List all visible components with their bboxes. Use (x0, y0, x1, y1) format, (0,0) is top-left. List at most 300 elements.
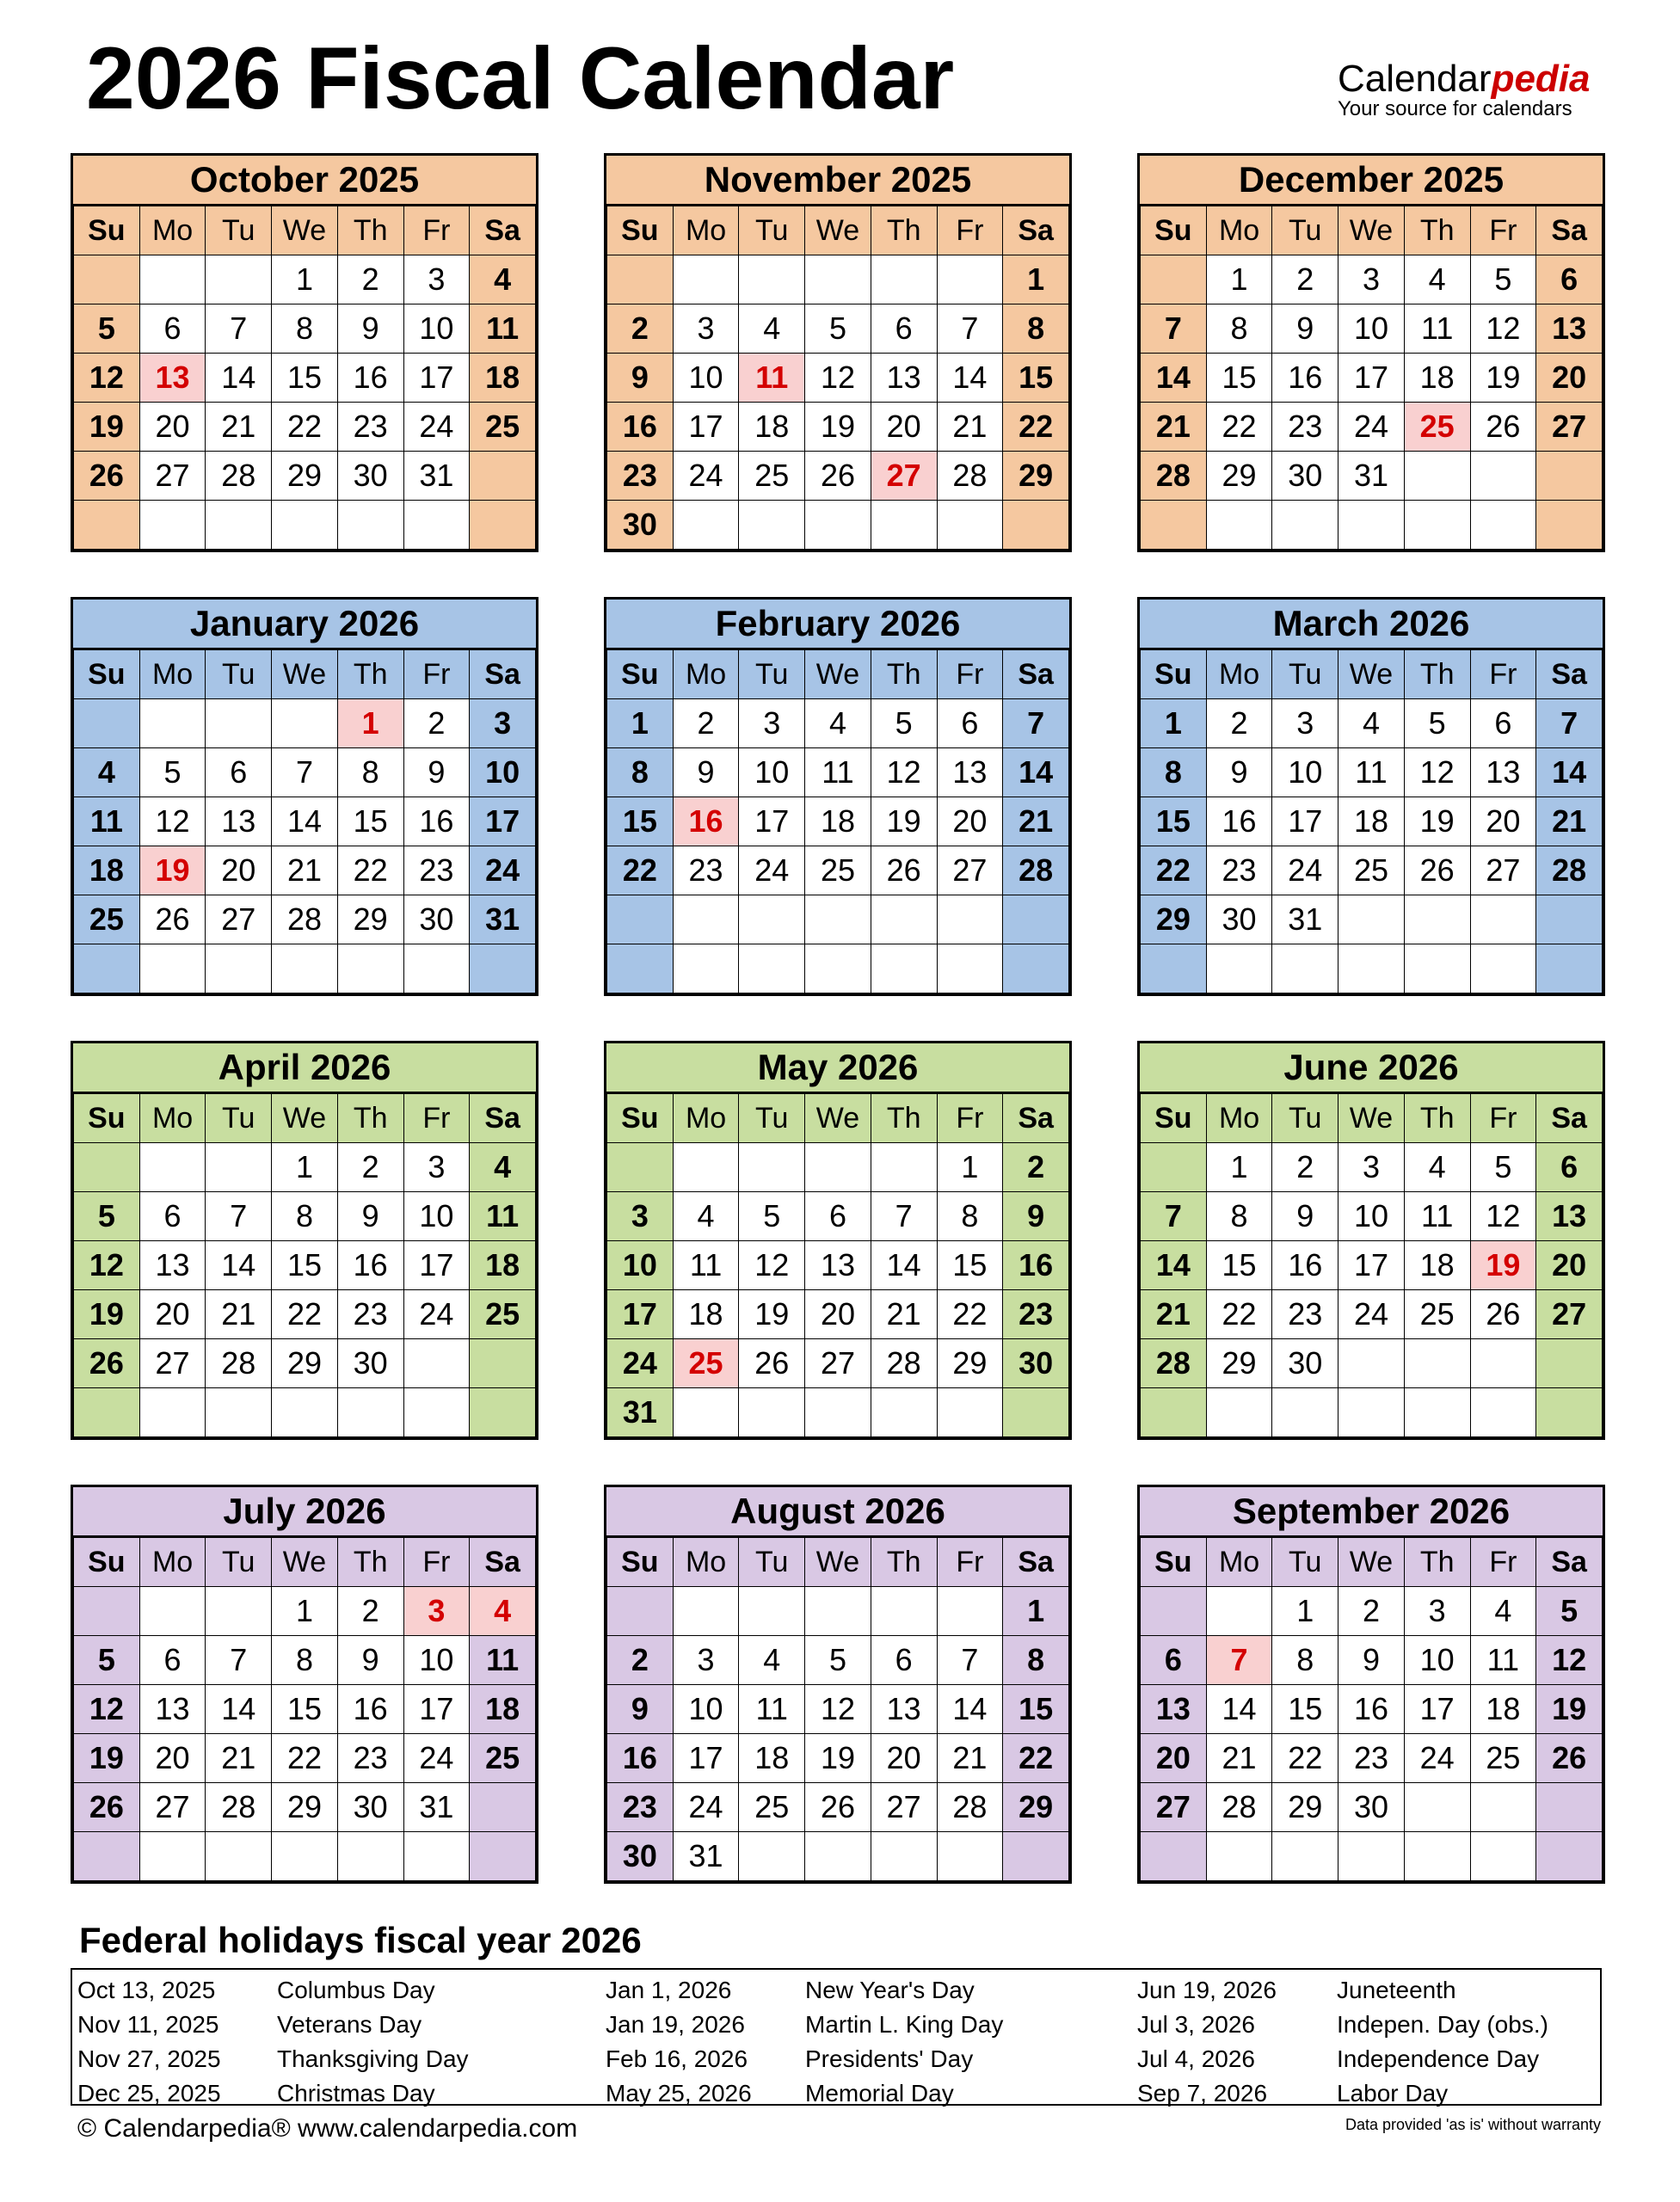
weekday-header: Mo (139, 206, 206, 255)
empty-day-cell (1470, 452, 1536, 501)
day-cell: 18 (805, 797, 871, 846)
holiday-date: Sep 7, 2026 (1137, 2080, 1268, 2107)
empty-day-cell (805, 895, 871, 944)
empty-day-cell (1404, 1832, 1470, 1881)
day-cell: 9 (1272, 1192, 1338, 1241)
day-cell: 25 (805, 846, 871, 895)
day-cell: 28 (1003, 846, 1069, 895)
day-cell: 12 (871, 748, 937, 797)
empty-day-cell (1404, 1388, 1470, 1437)
day-cell: 6 (805, 1192, 871, 1241)
day-cell: 2 (1272, 255, 1338, 304)
day-cell: 7 (1003, 699, 1069, 748)
day-cell: 30 (1272, 452, 1338, 501)
holiday-date: Nov 27, 2025 (77, 2045, 221, 2072)
day-cell: 9 (403, 748, 470, 797)
empty-day-cell (272, 1388, 338, 1437)
day-cell: 9 (337, 1192, 403, 1241)
empty-day-cell (74, 1587, 140, 1636)
empty-day-cell (337, 501, 403, 550)
day-cell: 10 (1338, 304, 1405, 354)
weekday-header: Th (1404, 650, 1470, 699)
day-cell: 16 (607, 1734, 674, 1783)
holiday-name: Indepen. Day (obs.) (1337, 2011, 1548, 2038)
day-cell: 1 (1003, 255, 1069, 304)
empty-day-cell (1404, 895, 1470, 944)
weekday-header: Sa (470, 206, 536, 255)
empty-day-cell (937, 944, 1003, 993)
day-cell: 23 (1338, 1734, 1405, 1783)
day-cell: 2 (1338, 1587, 1405, 1636)
day-cell: 1 (1206, 255, 1272, 304)
empty-day-cell (1003, 501, 1069, 550)
day-cell: 21 (206, 403, 272, 452)
weekday-header: Tu (206, 1094, 272, 1143)
weekday-header: Th (337, 206, 403, 255)
day-cell: 9 (607, 354, 674, 403)
empty-day-cell (1338, 1388, 1405, 1437)
day-cell: 13 (805, 1241, 871, 1290)
day-cell: 13 (1536, 1192, 1603, 1241)
day-cell: 13 (206, 797, 272, 846)
day-cell: 21 (871, 1290, 937, 1339)
empty-day-cell (206, 1143, 272, 1192)
holiday-date: Dec 25, 2025 (77, 2080, 221, 2107)
day-cell: 2 (1003, 1143, 1069, 1192)
day-cell: 16 (607, 403, 674, 452)
day-cell: 7 (1141, 304, 1207, 354)
empty-day-cell (139, 699, 206, 748)
weekday-header: Tu (206, 1538, 272, 1587)
month-title: September 2026 (1140, 1487, 1603, 1537)
empty-day-cell (805, 1587, 871, 1636)
empty-day-cell (206, 255, 272, 304)
weekday-header: Tu (206, 206, 272, 255)
day-cell: 5 (1536, 1587, 1603, 1636)
logo-tagline: Your source for calendars (1338, 97, 1572, 120)
footer-copyright: © Calendarpedia® www.calendarpedia.com (77, 2114, 578, 2143)
empty-day-cell (871, 1832, 937, 1881)
empty-day-cell (871, 1388, 937, 1437)
holidays-table (71, 1968, 1602, 2106)
weekday-header: Mo (139, 1094, 206, 1143)
empty-day-cell (673, 1587, 739, 1636)
day-cell: 23 (607, 452, 674, 501)
empty-day-cell (937, 255, 1003, 304)
weekday-header: Tu (1272, 1538, 1338, 1587)
empty-day-cell (74, 1388, 140, 1437)
day-cell: 16 (1206, 797, 1272, 846)
weekday-header: Su (607, 206, 674, 255)
empty-day-cell (739, 255, 805, 304)
weekday-header: Tu (206, 650, 272, 699)
weekday-header: Mo (1206, 1094, 1272, 1143)
empty-day-cell (673, 501, 739, 550)
empty-day-cell (1141, 1388, 1207, 1437)
weekday-header: Su (1141, 650, 1207, 699)
weekday-header: Th (871, 650, 937, 699)
holiday-name: Presidents' Day (805, 2045, 974, 2072)
empty-day-cell (1404, 501, 1470, 550)
weekday-header: Tu (739, 650, 805, 699)
empty-day-cell (470, 1832, 536, 1881)
day-cell: 23 (1003, 1290, 1069, 1339)
empty-day-cell (206, 501, 272, 550)
weekday-header: Sa (1536, 650, 1603, 699)
empty-day-cell (1272, 1832, 1338, 1881)
empty-day-cell (139, 1832, 206, 1881)
empty-day-cell (607, 895, 674, 944)
day-cell: 17 (1338, 1241, 1405, 1290)
empty-day-cell (607, 944, 674, 993)
day-cell: 20 (871, 403, 937, 452)
empty-day-cell (871, 501, 937, 550)
day-cell: 6 (1141, 1636, 1207, 1685)
empty-day-cell (139, 501, 206, 550)
day-cell: 17 (403, 1241, 470, 1290)
day-cell: 17 (1272, 797, 1338, 846)
day-cell: 11 (739, 1685, 805, 1734)
day-cell: 7 (206, 1636, 272, 1685)
day-cell: 6 (937, 699, 1003, 748)
day-cell: 11 (470, 1636, 536, 1685)
day-cell: 11 (470, 304, 536, 354)
day-cell: 29 (937, 1339, 1003, 1388)
holiday-day-cell: 13 (139, 354, 206, 403)
day-cell: 17 (403, 1685, 470, 1734)
holiday-name: Thanksgiving Day (277, 2045, 469, 2072)
day-cell: 19 (74, 1290, 140, 1339)
weekday-header: Th (1404, 1094, 1470, 1143)
day-cell: 2 (403, 699, 470, 748)
weekday-header: Tu (739, 1538, 805, 1587)
weekday-header: Sa (1003, 650, 1069, 699)
empty-day-cell (805, 1832, 871, 1881)
day-cell: 29 (1206, 1339, 1272, 1388)
day-cell: 10 (403, 1636, 470, 1685)
day-cell: 17 (673, 403, 739, 452)
weekday-header: Su (607, 1538, 674, 1587)
month-days-table (606, 649, 1069, 993)
day-cell: 8 (1206, 304, 1272, 354)
day-cell: 14 (937, 354, 1003, 403)
footer-disclaimer: Data provided 'as is' without warranty (1345, 2116, 1601, 2133)
weekday-header: We (805, 206, 871, 255)
day-cell: 30 (607, 1832, 674, 1881)
day-cell: 22 (1003, 1734, 1069, 1783)
day-cell: 10 (1404, 1636, 1470, 1685)
empty-day-cell (403, 1832, 470, 1881)
day-cell: 28 (937, 1783, 1003, 1832)
empty-day-cell (74, 944, 140, 993)
day-cell: 6 (1470, 699, 1536, 748)
day-cell: 27 (871, 1783, 937, 1832)
empty-day-cell (607, 255, 674, 304)
day-cell: 8 (1272, 1636, 1338, 1685)
day-cell: 16 (337, 354, 403, 403)
day-cell: 30 (1003, 1339, 1069, 1388)
empty-day-cell (1536, 895, 1603, 944)
day-cell: 25 (470, 403, 536, 452)
day-cell: 4 (470, 1143, 536, 1192)
day-cell: 19 (74, 1734, 140, 1783)
day-cell: 6 (139, 304, 206, 354)
month-calendar (71, 1485, 538, 1884)
weekday-header: Fr (403, 1094, 470, 1143)
empty-day-cell (1206, 1388, 1272, 1437)
weekday-header: Tu (1272, 650, 1338, 699)
empty-day-cell (739, 1587, 805, 1636)
day-cell: 10 (1338, 1192, 1405, 1241)
day-cell: 25 (470, 1290, 536, 1339)
day-cell: 28 (937, 452, 1003, 501)
calendarpedia-logo[interactable] (1338, 60, 1613, 120)
day-cell: 13 (1141, 1685, 1207, 1734)
weekday-header: Su (74, 1094, 140, 1143)
day-cell: 21 (1141, 403, 1207, 452)
empty-day-cell (871, 1587, 937, 1636)
day-cell: 14 (1141, 1241, 1207, 1290)
day-cell: 8 (607, 748, 674, 797)
day-cell: 29 (272, 1783, 338, 1832)
day-cell: 16 (337, 1241, 403, 1290)
day-cell: 12 (74, 1241, 140, 1290)
empty-day-cell (139, 944, 206, 993)
day-cell: 8 (272, 1192, 338, 1241)
empty-day-cell (403, 501, 470, 550)
day-cell: 4 (805, 699, 871, 748)
empty-day-cell (805, 1143, 871, 1192)
weekday-header: Fr (1470, 1538, 1536, 1587)
day-cell: 15 (1141, 797, 1207, 846)
day-cell: 5 (139, 748, 206, 797)
day-cell: 17 (470, 797, 536, 846)
day-cell: 19 (1470, 354, 1536, 403)
day-cell: 4 (1470, 1587, 1536, 1636)
empty-day-cell (739, 501, 805, 550)
day-cell: 15 (1206, 1241, 1272, 1290)
month-calendar (604, 153, 1072, 552)
weekday-header: Fr (937, 1094, 1003, 1143)
day-cell: 24 (673, 452, 739, 501)
day-cell: 17 (673, 1734, 739, 1783)
day-cell: 19 (1536, 1685, 1603, 1734)
day-cell: 31 (1338, 452, 1405, 501)
day-cell: 12 (1536, 1636, 1603, 1685)
day-cell: 5 (805, 1636, 871, 1685)
day-cell: 11 (1404, 304, 1470, 354)
empty-day-cell (871, 255, 937, 304)
day-cell: 18 (470, 354, 536, 403)
month-calendar (71, 153, 538, 552)
month-calendar (604, 1041, 1072, 1440)
month-title: July 2026 (73, 1487, 536, 1537)
empty-day-cell (272, 501, 338, 550)
holiday-name: Labor Day (1337, 2080, 1449, 2107)
day-cell: 6 (1536, 1143, 1603, 1192)
day-cell: 15 (272, 1241, 338, 1290)
day-cell: 26 (1470, 1290, 1536, 1339)
day-cell: 5 (805, 304, 871, 354)
day-cell: 2 (673, 699, 739, 748)
empty-day-cell (1470, 1783, 1536, 1832)
weekday-header: Sa (1536, 1094, 1603, 1143)
month-days-table (1140, 206, 1603, 550)
empty-day-cell (74, 255, 140, 304)
day-cell: 20 (805, 1290, 871, 1339)
day-cell: 31 (403, 1783, 470, 1832)
empty-day-cell (272, 699, 338, 748)
day-cell: 29 (337, 895, 403, 944)
empty-day-cell (337, 1832, 403, 1881)
empty-day-cell (607, 1143, 674, 1192)
day-cell: 30 (403, 895, 470, 944)
day-cell: 30 (337, 1339, 403, 1388)
day-cell: 12 (805, 1685, 871, 1734)
day-cell: 21 (1536, 797, 1603, 846)
weekday-header: Mo (673, 650, 739, 699)
holiday-day-cell: 3 (403, 1587, 470, 1636)
day-cell: 6 (139, 1192, 206, 1241)
day-cell: 5 (1404, 699, 1470, 748)
day-cell: 1 (272, 255, 338, 304)
day-cell: 23 (1272, 1290, 1338, 1339)
day-cell: 16 (1003, 1241, 1069, 1290)
empty-day-cell (607, 1587, 674, 1636)
day-cell: 14 (206, 1685, 272, 1734)
day-cell: 22 (1206, 403, 1272, 452)
day-cell: 19 (74, 403, 140, 452)
day-cell: 15 (337, 797, 403, 846)
day-cell: 7 (206, 1192, 272, 1241)
day-cell: 22 (272, 403, 338, 452)
day-cell: 29 (1272, 1783, 1338, 1832)
day-cell: 31 (403, 452, 470, 501)
empty-day-cell (871, 895, 937, 944)
day-cell: 27 (1536, 1290, 1603, 1339)
month-title: June 2026 (1140, 1043, 1603, 1093)
empty-day-cell (74, 1143, 140, 1192)
empty-day-cell (1003, 895, 1069, 944)
day-cell: 16 (1272, 1241, 1338, 1290)
day-cell: 1 (272, 1587, 338, 1636)
empty-day-cell (1470, 501, 1536, 550)
day-cell: 17 (403, 354, 470, 403)
day-cell: 20 (139, 1290, 206, 1339)
empty-day-cell (206, 699, 272, 748)
day-cell: 24 (1404, 1734, 1470, 1783)
month-title: April 2026 (73, 1043, 536, 1093)
empty-day-cell (739, 895, 805, 944)
month-calendar (604, 597, 1072, 996)
empty-day-cell (673, 895, 739, 944)
day-cell: 13 (1536, 304, 1603, 354)
day-cell: 27 (139, 452, 206, 501)
day-cell: 15 (607, 797, 674, 846)
day-cell: 21 (206, 1734, 272, 1783)
empty-day-cell (1206, 501, 1272, 550)
empty-day-cell (1141, 255, 1207, 304)
month-title: October 2025 (73, 156, 536, 206)
weekday-header: Tu (739, 1094, 805, 1143)
day-cell: 7 (1536, 699, 1603, 748)
month-title: February 2026 (606, 600, 1069, 649)
day-cell: 3 (1338, 255, 1405, 304)
day-cell: 13 (1470, 748, 1536, 797)
empty-day-cell (272, 944, 338, 993)
month-calendar (71, 597, 538, 996)
day-cell: 26 (74, 1783, 140, 1832)
weekday-header: Th (871, 1538, 937, 1587)
day-cell: 21 (1206, 1734, 1272, 1783)
empty-day-cell (1536, 1832, 1603, 1881)
weekday-header: Sa (1003, 1538, 1069, 1587)
empty-day-cell (470, 501, 536, 550)
empty-day-cell (937, 1388, 1003, 1437)
day-cell: 23 (673, 846, 739, 895)
day-cell: 14 (937, 1685, 1003, 1734)
day-cell: 6 (206, 748, 272, 797)
day-cell: 3 (403, 1143, 470, 1192)
weekday-header: Sa (1003, 1094, 1069, 1143)
day-cell: 30 (1338, 1783, 1405, 1832)
day-cell: 2 (607, 304, 674, 354)
day-cell: 25 (1338, 846, 1405, 895)
day-cell: 26 (74, 1339, 140, 1388)
day-cell: 23 (337, 403, 403, 452)
day-cell: 7 (937, 1636, 1003, 1685)
day-cell: 26 (805, 1783, 871, 1832)
day-cell: 14 (272, 797, 338, 846)
empty-day-cell (739, 1388, 805, 1437)
day-cell: 15 (272, 1685, 338, 1734)
holiday-name: Independence Day (1337, 2045, 1540, 2072)
holiday-name: New Year's Day (805, 1977, 975, 2003)
day-cell: 20 (139, 403, 206, 452)
month-title: March 2026 (1140, 600, 1603, 649)
month-title: May 2026 (606, 1043, 1069, 1093)
day-cell: 3 (673, 1636, 739, 1685)
weekday-header: Th (337, 1094, 403, 1143)
day-cell: 27 (139, 1783, 206, 1832)
day-cell: 12 (139, 797, 206, 846)
day-cell: 15 (1206, 354, 1272, 403)
day-cell: 9 (673, 748, 739, 797)
day-cell: 22 (272, 1290, 338, 1339)
day-cell: 4 (673, 1192, 739, 1241)
day-cell: 9 (607, 1685, 674, 1734)
day-cell: 19 (871, 797, 937, 846)
day-cell: 7 (272, 748, 338, 797)
day-cell: 6 (871, 1636, 937, 1685)
day-cell: 26 (805, 452, 871, 501)
day-cell: 5 (871, 699, 937, 748)
weekday-header: We (805, 1094, 871, 1143)
page-title: 2026 Fiscal Calendar (86, 29, 955, 127)
day-cell: 10 (403, 1192, 470, 1241)
day-cell: 23 (337, 1734, 403, 1783)
holiday-date: May 25, 2026 (606, 2080, 752, 2107)
day-cell: 22 (1272, 1734, 1338, 1783)
day-cell: 7 (1141, 1192, 1207, 1241)
empty-day-cell (1272, 944, 1338, 993)
weekday-header: Fr (937, 1538, 1003, 1587)
month-calendar (1137, 1041, 1605, 1440)
month-days-table (606, 1537, 1069, 1881)
weekday-header: Su (607, 1094, 674, 1143)
day-cell: 8 (1003, 304, 1069, 354)
day-cell: 27 (1470, 846, 1536, 895)
